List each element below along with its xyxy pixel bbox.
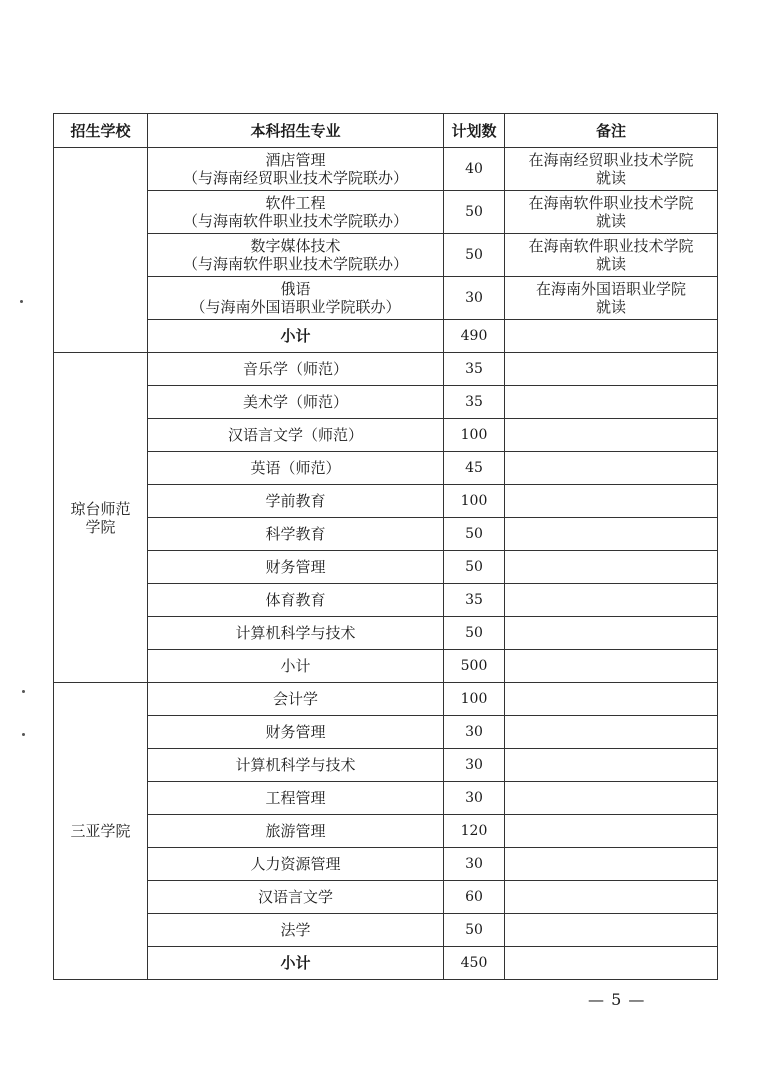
enrollment-plan-table — [53, 113, 718, 980]
table-row — [54, 452, 718, 485]
table-row — [54, 716, 718, 749]
header-school: 招生学校 — [54, 114, 148, 148]
note-cell — [505, 320, 718, 353]
scan-speck — [20, 300, 23, 303]
plan-cell: 40 — [444, 148, 505, 191]
plan-cell: 100 — [444, 485, 505, 518]
note-line: 在海南软件职业技术学院 — [528, 237, 694, 255]
plan-cell: 50 — [444, 234, 505, 277]
major-partner: （与海南外国语职业学院联办） — [190, 298, 401, 316]
table-header-row — [54, 114, 718, 148]
major-cell: 工程管理 — [148, 782, 444, 815]
table-row — [54, 353, 718, 386]
major-cell: 旅游管理 — [148, 815, 444, 848]
plan-cell: 100 — [444, 419, 505, 452]
note-cell — [505, 815, 718, 848]
note-cell — [505, 617, 718, 650]
plan-cell: 35 — [444, 386, 505, 419]
table-row — [54, 485, 718, 518]
school-name-line2: 学院 — [85, 517, 116, 536]
plan-cell: 50 — [444, 617, 505, 650]
subtotal-label: 小计 — [148, 650, 444, 683]
school-name-line1: 琼台师范 — [70, 499, 131, 518]
note-line: 就读 — [595, 169, 626, 187]
major-cell: 音乐学（师范） — [148, 353, 444, 386]
major-cell: 计算机科学与技术 — [148, 617, 444, 650]
subtotal-value: 500 — [444, 650, 505, 683]
plan-cell: 30 — [444, 749, 505, 782]
major-cell: 法学 — [148, 914, 444, 947]
school-cell-continued — [54, 148, 148, 353]
major-cell — [148, 234, 444, 277]
plan-cell: 50 — [444, 551, 505, 584]
note-cell — [505, 148, 718, 191]
major-cell: 财务管理 — [148, 551, 444, 584]
note-cell — [505, 650, 718, 683]
table-row — [54, 683, 718, 716]
plan-cell: 30 — [444, 782, 505, 815]
subtotal-value: 490 — [444, 320, 505, 353]
major-cell: 汉语言文学 — [148, 881, 444, 914]
subtotal-label: 小计 — [148, 947, 444, 980]
note-line: 在海南经贸职业技术学院 — [528, 151, 694, 169]
note-line: 在海南外国语职业学院 — [535, 280, 686, 298]
note-cell — [505, 716, 718, 749]
major-cell — [148, 148, 444, 191]
note-cell — [505, 551, 718, 584]
table-row — [54, 191, 718, 234]
scan-speck — [22, 690, 25, 693]
major-partner: （与海南软件职业技术学院联办） — [182, 212, 408, 230]
plan-cell: 30 — [444, 716, 505, 749]
major-cell: 英语（师范） — [148, 452, 444, 485]
table-row — [54, 386, 718, 419]
table-row — [54, 914, 718, 947]
table-row — [54, 848, 718, 881]
note-cell — [505, 584, 718, 617]
major-cell: 会计学 — [148, 683, 444, 716]
table-row — [54, 234, 718, 277]
scan-speck — [22, 733, 25, 736]
major-partner: （与海南经贸职业技术学院联办） — [182, 169, 408, 187]
major-cell: 学前教育 — [148, 485, 444, 518]
table-row — [54, 749, 718, 782]
plan-cell: 45 — [444, 452, 505, 485]
major-cell: 科学教育 — [148, 518, 444, 551]
subtotal-row — [54, 650, 718, 683]
subtotal-label: 小计 — [148, 320, 444, 353]
table-row — [54, 277, 718, 320]
table-row — [54, 584, 718, 617]
note-cell — [505, 518, 718, 551]
major-partner: （与海南软件职业技术学院联办） — [182, 255, 408, 273]
note-cell — [505, 749, 718, 782]
table-row — [54, 881, 718, 914]
major-name: 软件工程 — [265, 194, 326, 212]
note-line: 就读 — [595, 298, 626, 316]
header-plan: 计划数 — [444, 114, 505, 148]
table-row — [54, 518, 718, 551]
plan-cell: 100 — [444, 683, 505, 716]
header-note: 备注 — [505, 114, 718, 148]
plan-cell: 50 — [444, 914, 505, 947]
note-cell — [505, 353, 718, 386]
plan-cell: 120 — [444, 815, 505, 848]
major-name: 酒店管理 — [265, 151, 326, 169]
major-name: 俄语 — [280, 280, 311, 298]
note-cell — [505, 683, 718, 716]
note-cell — [505, 485, 718, 518]
major-name: 数字媒体技术 — [250, 237, 341, 255]
note-cell — [505, 452, 718, 485]
table-row — [54, 815, 718, 848]
note-cell — [505, 191, 718, 234]
table-row — [54, 617, 718, 650]
note-cell — [505, 914, 718, 947]
table-row — [54, 551, 718, 584]
subtotal-value: 450 — [444, 947, 505, 980]
plan-cell: 35 — [444, 584, 505, 617]
school-cell: 三亚学院 — [54, 683, 148, 980]
major-cell: 体育教育 — [148, 584, 444, 617]
plan-cell: 50 — [444, 518, 505, 551]
note-line: 就读 — [595, 255, 626, 273]
plan-cell: 50 — [444, 191, 505, 234]
note-cell — [505, 782, 718, 815]
header-major: 本科招生专业 — [148, 114, 444, 148]
subtotal-row — [54, 947, 718, 980]
major-cell: 美术学（师范） — [148, 386, 444, 419]
table-row — [54, 419, 718, 452]
note-cell — [505, 386, 718, 419]
plan-cell: 60 — [444, 881, 505, 914]
plan-cell: 35 — [444, 353, 505, 386]
major-cell — [148, 277, 444, 320]
school-cell — [54, 353, 148, 683]
table-row — [54, 782, 718, 815]
note-line: 在海南软件职业技术学院 — [528, 194, 694, 212]
note-cell — [505, 234, 718, 277]
major-cell: 财务管理 — [148, 716, 444, 749]
page-number: — 5 — — [588, 990, 646, 1009]
major-cell: 汉语言文学（师范） — [148, 419, 444, 452]
major-cell: 计算机科学与技术 — [148, 749, 444, 782]
note-cell — [505, 881, 718, 914]
note-cell — [505, 419, 718, 452]
plan-cell: 30 — [444, 277, 505, 320]
note-cell — [505, 848, 718, 881]
major-cell: 人力资源管理 — [148, 848, 444, 881]
note-cell — [505, 277, 718, 320]
subtotal-row — [54, 320, 718, 353]
note-cell — [505, 947, 718, 980]
note-line: 就读 — [595, 212, 626, 230]
plan-cell: 30 — [444, 848, 505, 881]
major-cell — [148, 191, 444, 234]
table-row — [54, 148, 718, 191]
